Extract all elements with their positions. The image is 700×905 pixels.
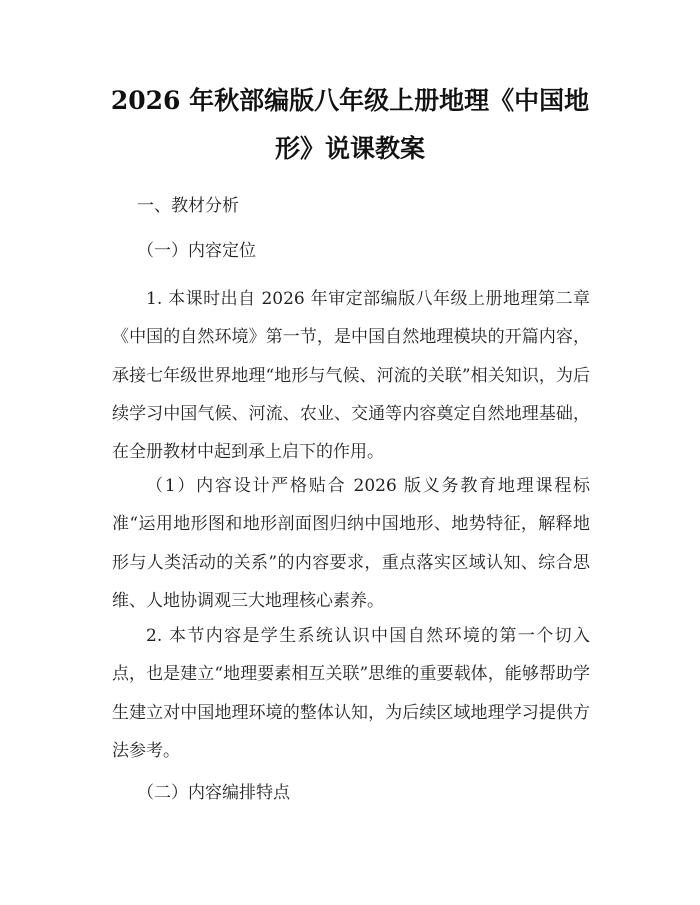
paragraph-1: 1. 本课时出自 2026 年审定部编版八年级上册地理第二章《中国的自然环境》第一节，是中国自然地理模块的开篇内容，承接七年级世界地理“地形与气候、河流的关联”相关知识，为后续学习中国气候、河流、农业、交通等内容奠定自然地理基础，在全册教材中起到承上启下的作用。 [112, 289, 590, 463]
paragraph-3: 2. 本节内容是学生系统认识中国自然环境的第一个切入点，也是建立“地理要素相互关联”思维的重要载体，能够帮助学生建立对中国地理环境的整体认知，为后续区域地理学习提供方法参考。 [112, 626, 590, 761]
document-title-line-2: 形》说课教案 [274, 134, 425, 163]
paragraph-2: （1）内容设计严格贴合 2026 版义务教育地理课程标准“运用地形图和地形剖面图归纳中国地形、地势特征，解释地形与人类活动的关系”的内容要求，重点落实区域认知、综合思维、人地协调观三大地理核心素养。 [112, 476, 590, 611]
sub-heading-content-position: （一）内容定位 [137, 241, 256, 261]
section-heading: 一、教材分析 [137, 196, 239, 216]
sub-heading-arrangement: （二）内容编排特点 [137, 783, 290, 803]
document-title-line-1: 2026 年秋部编版八年级上册地理《中国地 [110, 86, 590, 115]
